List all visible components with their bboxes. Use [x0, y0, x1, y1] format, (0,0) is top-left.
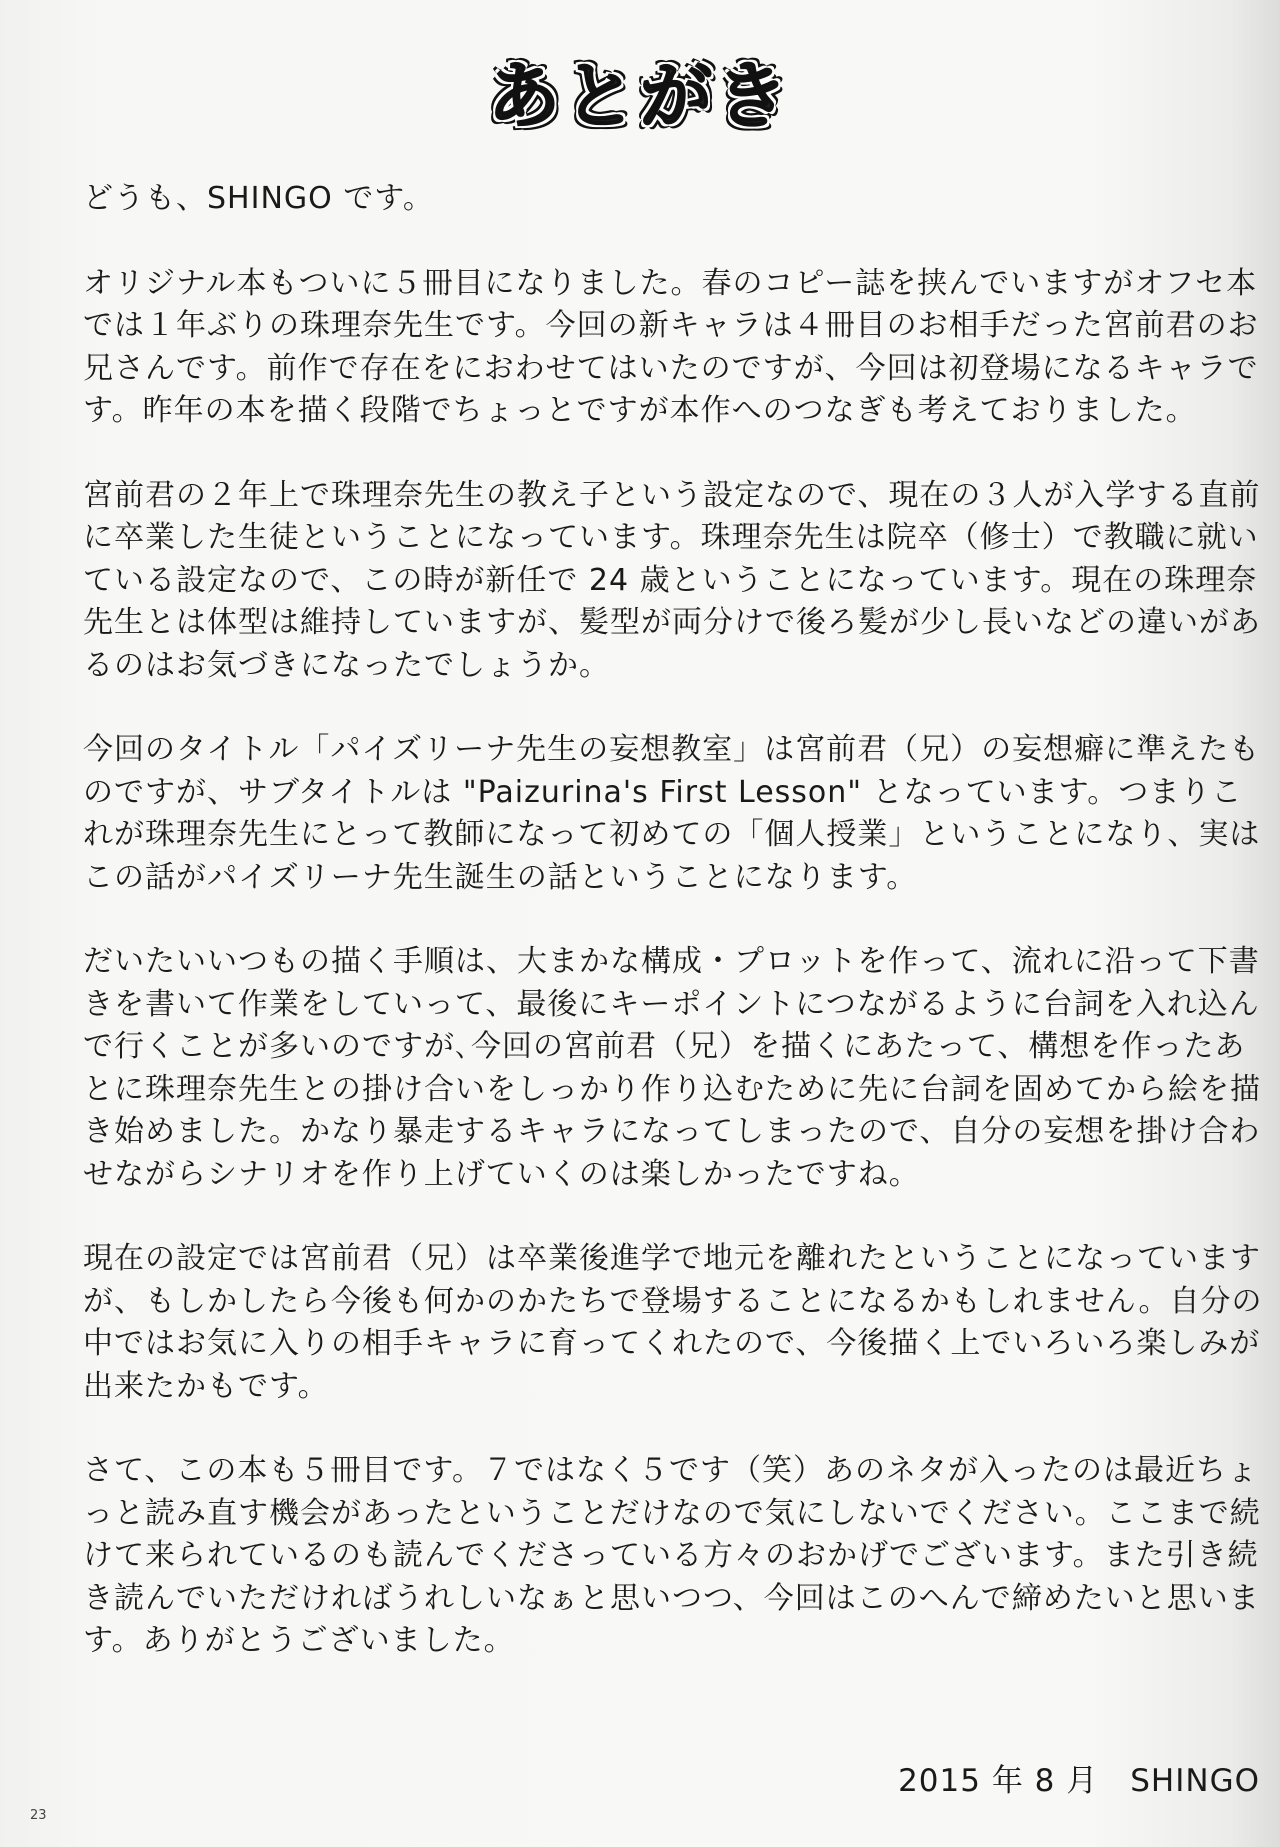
paragraph-fifth-book: オリジナル本もついに５冊目になりました。春のコピー誌を挟んでいますがオフセ本では１年ぶりの珠理奈先生です。今回の新キャラは４冊目のお相手だった宮前君のお兄さんです。前作で存在をにおわせてはいたのですが、今回は初登場になるキャラです。昨年の本を描く段階でちょっとですが本作へのつなぎも考えておりました。 — [83, 265, 1259, 428]
paragraph-closing: さて、この本も５冊目です。７ではなく５です（笑）あのネタが入ったのは最近ちょっと読み直す機会があったということだけなので気にしないでください。ここまで続けて来られているのも読んでくださっている方々のおかげでございます。また引き続き読んでいただければうれしいなぁと思いつつ、今回はこのへんで締めたいと思います。ありがとうございました。 — [83, 1453, 1261, 1658]
page-number: 23 — [30, 1808, 47, 1823]
page-title: あとがき — [487, 54, 792, 138]
paragraph-character: 現在の設定では宮前君（兄）は卒業後進学で地元を離れたということになっていますが、もしかしたら今後も何かのかたちで登場することになるかもしれません。自分の中ではお気に入りの相手キャラに育ってくれたので、今後描く上でいろいろ楽しみが出来たかもです。 — [83, 1241, 1263, 1404]
paragraph-title: 今回のタイトル「パイズリーナ先生の妄想教室」は宮前君（兄）の妄想癖に準えたものですが、サブタイトルは "Paizurina's First Lesson" となっています。つまりこれが珠理奈先生にとって教師になって初めての「個人授業」ということになり、実はこの話がパイズリーナ先生誕生の話ということになります。 — [83, 732, 1261, 895]
paragraph-greeting: どうも、SHINGO です。 — [83, 181, 434, 216]
afterword-body — [83, 178, 1263, 1705]
signature: 2015 年 8 月 SHINGO — [898, 1763, 1260, 1799]
paragraph-setting: 宮前君の２年上で珠理奈先生の教え子という設定なので、現在の３人が入学する直前に卒業した生徒ということになっています。珠理奈先生は院卒（修士）で教職に就いている設定なので、この時が新任で 24 歳ということになっています。現在の珠理奈先生とは体型は維持していますが、髪型が両分けで後ろ髪が少し長いなどの違いがあるのはお気づきになったでしょうか。 — [83, 477, 1261, 683]
paragraph-process: だいたいいつもの描く手順は、大まかな構成・プロットを作って、流れに沿って下書きを書いて作業をしていって、最後にキーポイントにつながるように台詞を入れ込んで行くことが多いのですが､今回の宮前君（兄）を描くにあたって、構想を作ったあとに珠理奈先生との掛け合いをしっかり作り込むために先に台詞を固めてから絵を描き始めました。かなり暴走するキャラになってしまったので、自分の妄想を掛け合わせながらシナリオを作り上げていくのは楽しかったですね。 — [83, 944, 1261, 1192]
